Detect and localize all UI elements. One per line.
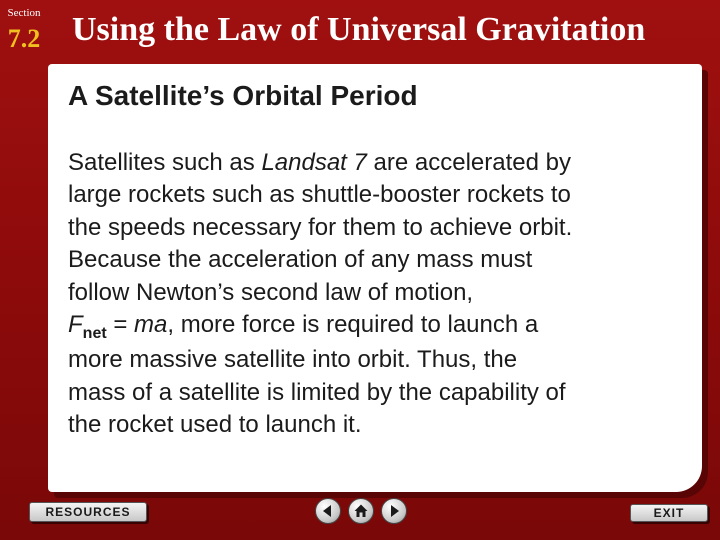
home-icon — [353, 503, 369, 519]
body-line-7: more massive satellite into orbit. Thus, the — [68, 346, 518, 374]
landsat-name: Landsat 7 — [261, 149, 367, 176]
body-line-6: $F_{net}$ = ma, more force is required to launch a — [68, 311, 539, 343]
section-number: 7.2 — [7, 24, 41, 53]
slide-subtitle: A Satellite’s Orbital Period — [68, 80, 418, 111]
next-button[interactable] — [381, 498, 407, 524]
ma-symbol: ma — [134, 311, 168, 339]
body-line-3: the speeds necessary for them to achieve orbit. — [68, 213, 573, 241]
section-label: Section — [7, 7, 41, 19]
body-line-9: the rocket used to launch it. — [68, 411, 362, 439]
previous-arrow-icon — [320, 503, 336, 519]
body-line-5: follow Newton’s second law of motion, — [68, 278, 474, 306]
body-line-8: mass of a satellite is limited by the capability of — [68, 378, 566, 406]
body-paragraph — [68, 147, 678, 442]
net-subscript: net — [82, 325, 107, 343]
section-tab — [0, 0, 48, 62]
home-button[interactable] — [348, 498, 374, 524]
page-title: Using the Law of Universal Gravitation — [72, 11, 646, 48]
next-arrow-icon — [386, 503, 402, 519]
body-line-2: large rockets such as shuttle-booster rockets to — [68, 181, 571, 209]
body-line-4: Because the acceleration of any mass must — [68, 246, 533, 274]
exit-button[interactable]: EXIT — [630, 504, 708, 522]
force-symbol: F — [68, 311, 83, 339]
previous-button[interactable] — [315, 498, 341, 524]
body-line-1: Satellites such as Landsat 7 are accelerated by — [68, 149, 571, 176]
resources-button[interactable]: RESOURCES — [29, 502, 147, 522]
